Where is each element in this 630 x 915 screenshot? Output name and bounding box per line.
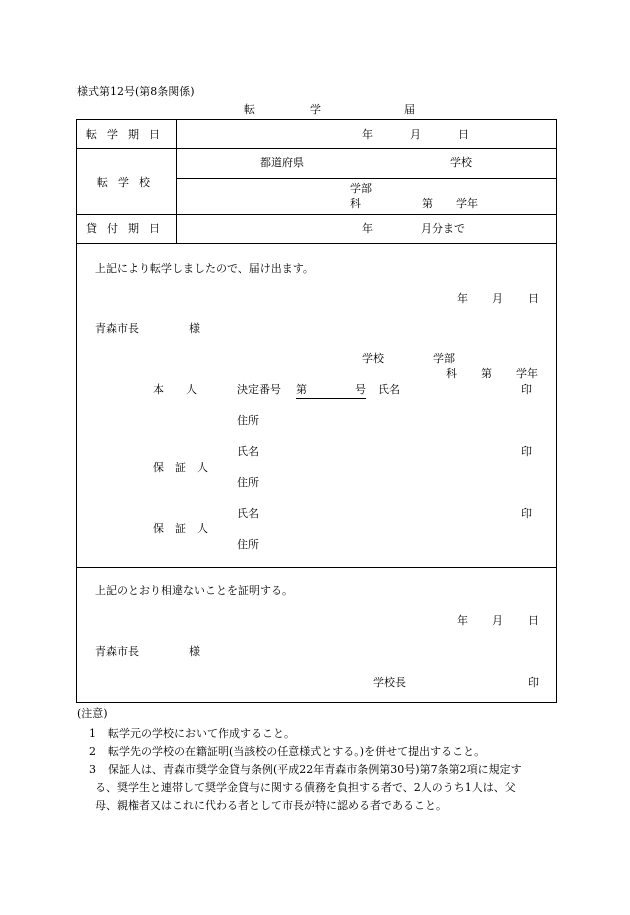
transfer-school-grade-suffix: 学年 — [456, 197, 478, 210]
report-department: 科 — [446, 367, 457, 380]
guarantor1-name-label: 氏名 — [237, 445, 259, 458]
self-label: 本 人 — [153, 383, 197, 396]
self-address-label: 住所 — [237, 414, 259, 427]
guarantor2-seal: 印 — [521, 507, 532, 520]
self-seal: 印 — [521, 383, 532, 396]
guarantor1-address-label: 住所 — [237, 476, 259, 489]
report-statement: 上記により転学しましたので、届け出ます。 — [95, 262, 314, 275]
report-date-month: 月 — [492, 292, 503, 305]
transfer-date-day: 日 — [458, 128, 469, 141]
transfer-date-month: 月 — [410, 128, 421, 141]
transfer-date-label: 転学期日 — [86, 128, 170, 141]
report-date-day: 日 — [528, 292, 539, 305]
form-number: 様式第12号(第8条関係) — [77, 85, 195, 98]
certification-addressee: 青森市長 — [95, 645, 139, 658]
report-addressee: 青森市長 — [95, 322, 139, 335]
note-3-number: 3 — [89, 763, 96, 776]
title-char-3: 届 — [404, 103, 415, 116]
decision-number-underline — [296, 398, 366, 399]
transfer-school-department: 科 — [350, 197, 361, 210]
principal-seal: 印 — [528, 676, 539, 689]
guarantor1-seal: 印 — [521, 445, 532, 458]
certification-statement: 上記のとおり相違ないことを証明する。 — [95, 584, 293, 597]
report-grade-prefix: 第 — [481, 367, 492, 380]
title-char-2: 学 — [310, 103, 321, 116]
loan-period-month: 月分まで — [421, 222, 465, 235]
transfer-school-school: 学校 — [450, 156, 472, 169]
loan-period-label: 貸付期日 — [86, 222, 170, 235]
report-faculty: 学部 — [433, 352, 455, 365]
transfer-school-grade-prefix: 第 — [422, 197, 433, 210]
note-1-text: 転学元の学校において作成すること。 — [108, 727, 295, 740]
certification-date-month: 月 — [492, 614, 503, 627]
title-char-1: 転 — [244, 103, 255, 116]
note-3-cont-2: 母、親権者又はこれに代わる者として市長が特に認める者であること。 — [95, 799, 447, 812]
note-2-number: 2 — [89, 745, 96, 758]
certification-date-year: 年 — [457, 614, 468, 627]
decision-number-label: 決定番号 — [237, 383, 281, 396]
note-3-text: 保証人は、青森市奨学金貸与条例(平成22年青森市条例第30号)第7条第2項に規定す — [108, 763, 522, 776]
note-3-cont-1: る、奨学生と連帯して奨学金貸与に関する債務を負担する者で、2人のうち1人は、父 — [95, 781, 516, 794]
note-2-text: 転学先の学校の在籍証明(当該校の任意様式とする。)を併せて提出すること。 — [108, 745, 486, 758]
report-school: 学校 — [362, 352, 384, 365]
guarantor2-address-label: 住所 — [237, 538, 259, 551]
self-name-label: 氏名 — [378, 383, 400, 396]
loan-period-year: 年 — [362, 222, 373, 235]
guarantor1-label: 保 証 人 — [153, 461, 208, 474]
certification-date-day: 日 — [528, 614, 539, 627]
form-frame — [76, 119, 557, 703]
report-grade-suffix: 学年 — [516, 367, 538, 380]
guarantor2-name-label: 氏名 — [237, 507, 259, 520]
notes-heading: (注意) — [77, 707, 108, 720]
principal-label: 学校長 — [373, 676, 406, 689]
transfer-school-prefecture: 都道府県 — [260, 156, 304, 169]
certification-honorific: 様 — [189, 645, 200, 658]
transfer-school-label: 転学校 — [97, 176, 160, 189]
report-honorific: 様 — [189, 322, 200, 335]
note-1-number: 1 — [89, 727, 96, 740]
decision-number-suffix: 号 — [355, 383, 366, 396]
report-date-year: 年 — [457, 292, 468, 305]
decision-number-prefix: 第 — [296, 383, 307, 396]
transfer-school-faculty: 学部 — [350, 182, 372, 195]
transfer-date-year: 年 — [362, 128, 373, 141]
guarantor2-label: 保 証 人 — [153, 522, 208, 535]
